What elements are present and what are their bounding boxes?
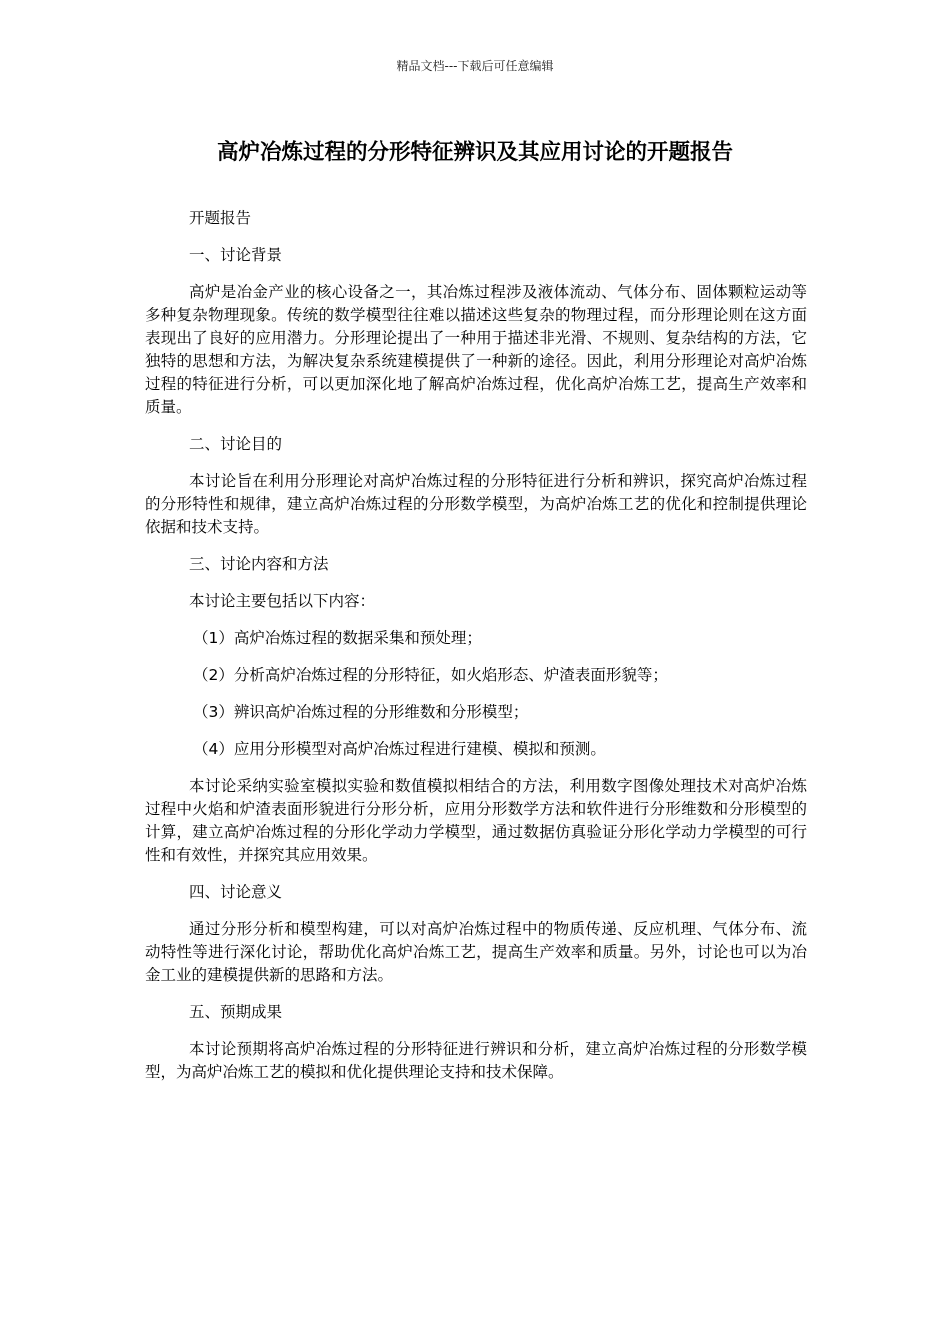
list-item: （4）应用分形模型对高炉冶炼过程进行建模、模拟和预测。	[193, 740, 606, 758]
outcomes-paragraph: 本讨论预期将高炉冶炼过程的分形特征进行辨识和分析，建立高炉冶炼过程的分形数学模型，为高炉冶炼工艺的模拟和优化提供理论支持和技术保障。	[145, 1040, 807, 1081]
section-heading-significance: 四、讨论意义	[189, 883, 283, 901]
list-item: （3）辨识高炉冶炼过程的分形维数和分形模型；	[193, 703, 529, 721]
document-title: 高炉冶炼过程的分形特征辨识及其应用讨论的开题报告	[216, 140, 733, 165]
report-label: 开题报告	[189, 209, 252, 227]
methods-paragraph: 本讨论采纳实验室模拟实验和数值模拟相结合的方法，利用数字图像处理技术对高炉冶炼过程中火焰和炉渣表面形貌进行分形分析，应用分形数学方法和软件进行分形维数和分形模型的计算，建立高炉冶炼过程的分形化学动力学模型，通过数据仿真验证分形化学动力学模型的可行性和有效性，并探究其应用效果。	[145, 777, 807, 864]
section-heading-purpose: 二、讨论目的	[189, 435, 283, 453]
background-paragraph: 高炉是冶金产业的核心设备之一，其冶炼过程涉及液体流动、气体分布、固体颗粒运动等多种复杂物理现象。传统的数学模型往往难以描述这些复杂的物理过程，而分形理论则在这方面表现出了良好的应用潜力。分形理论提出了一种用于描述非光滑、不规则、复杂结构的方法，它独特的思想和方法，为解决复杂系统建模提供了一种新的途径。因此，利用分形理论对高炉冶炼过程的特征进行分析，可以更加深化地了解高炉冶炼过程，优化高炉冶炼工艺，提高生产效率和质量。	[145, 283, 807, 416]
purpose-paragraph: 本讨论旨在利用分形理论对高炉冶炼过程的分形特征进行分析和辨识，探究高炉冶炼过程的分形特性和规律，建立高炉冶炼过程的分形数学模型，为高炉冶炼工艺的优化和控制提供理论依据和技术支持。	[145, 472, 807, 536]
list-item: （1）高炉冶炼过程的数据采集和预处理；	[193, 629, 482, 647]
document-body	[145, 207, 807, 1098]
significance-paragraph: 通过分形分析和模型构建，可以对高炉冶炼过程中的物质传递、反应机理、气体分布、流动特性等进行深化讨论，帮助优化高炉冶炼工艺，提高生产效率和质量。另外，讨论也可以为冶金工业的建模提供新的思路和方法。	[145, 920, 807, 984]
header-note: 精品文档---下载后可任意编辑	[396, 59, 554, 73]
methods-intro: 本讨论主要包括以下内容：	[189, 592, 376, 610]
section-heading-methods: 三、讨论内容和方法	[189, 555, 329, 573]
section-heading-outcomes: 五、预期成果	[189, 1003, 283, 1021]
list-item: （2）分析高炉冶炼过程的分形特征，如火焰形态、炉渣表面形貌等；	[193, 666, 668, 684]
section-heading-background: 一、讨论背景	[189, 246, 283, 264]
